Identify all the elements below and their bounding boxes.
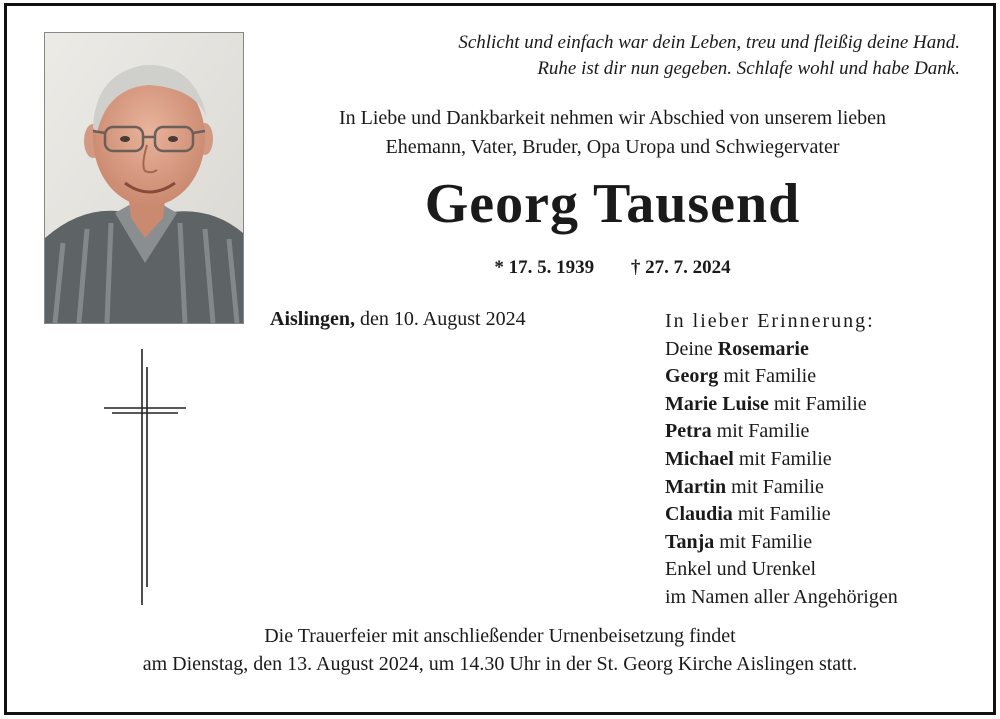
death-date: † 27. 7. 2024	[630, 257, 731, 278]
service-line: am Dienstag, den 13. August 2024, um 14.30 Uhr in der St. Georg Kirche Aislingen statt.	[142, 653, 858, 675]
memorial-poem	[360, 30, 960, 82]
town-name: Aislingen,	[270, 308, 356, 330]
poem-line: Schlicht und einfach war dein Leben, treu und fleißig deine Hand.	[458, 32, 960, 53]
birth-date: * 17. 5. 1939	[494, 257, 595, 278]
mourner-line: Martin mit Familie	[665, 475, 824, 498]
poem-line: Ruhe ist dir nun gegeben. Schlafe wohl und habe Dank.	[537, 58, 960, 79]
mourner-closing: im Namen aller Angehörigen	[665, 585, 898, 608]
mourner-line: Deine Rosemarie	[665, 337, 809, 360]
intro-line: In Liebe und Dankbarkeit nehmen wir Abschied von unserem lieben	[338, 107, 887, 129]
notice-date: den 10. August 2024	[355, 308, 526, 330]
farewell-intro	[255, 104, 970, 162]
service-info	[10, 622, 990, 678]
mourner-line: Petra mit Familie	[665, 420, 810, 443]
mourner-line: Michael mit Familie	[665, 447, 832, 470]
mourner-line: Georg mit Familie	[665, 365, 817, 388]
mourners-list	[665, 308, 898, 612]
deceased-name: Georg Tausend	[424, 173, 801, 235]
place-and-date	[270, 306, 526, 332]
mourner-line: Marie Luise mit Familie	[665, 392, 867, 415]
intro-line: Ehemann, Vater, Bruder, Opa Uropa und Schwiegervater	[385, 136, 840, 158]
portrait-photo	[44, 32, 244, 324]
mourners-heading: In lieber Erinnerung:	[665, 310, 875, 332]
mourner-line: Tanja mit Familie	[665, 530, 813, 553]
life-dates	[255, 255, 970, 281]
mourner-line: Claudia mit Familie	[665, 503, 831, 526]
cross-icon	[100, 345, 190, 614]
service-line: Die Trauerfeier mit anschließender Urnenbeisetzung findet	[264, 625, 736, 647]
mourner-closing: Enkel und Urenkel	[665, 558, 817, 581]
